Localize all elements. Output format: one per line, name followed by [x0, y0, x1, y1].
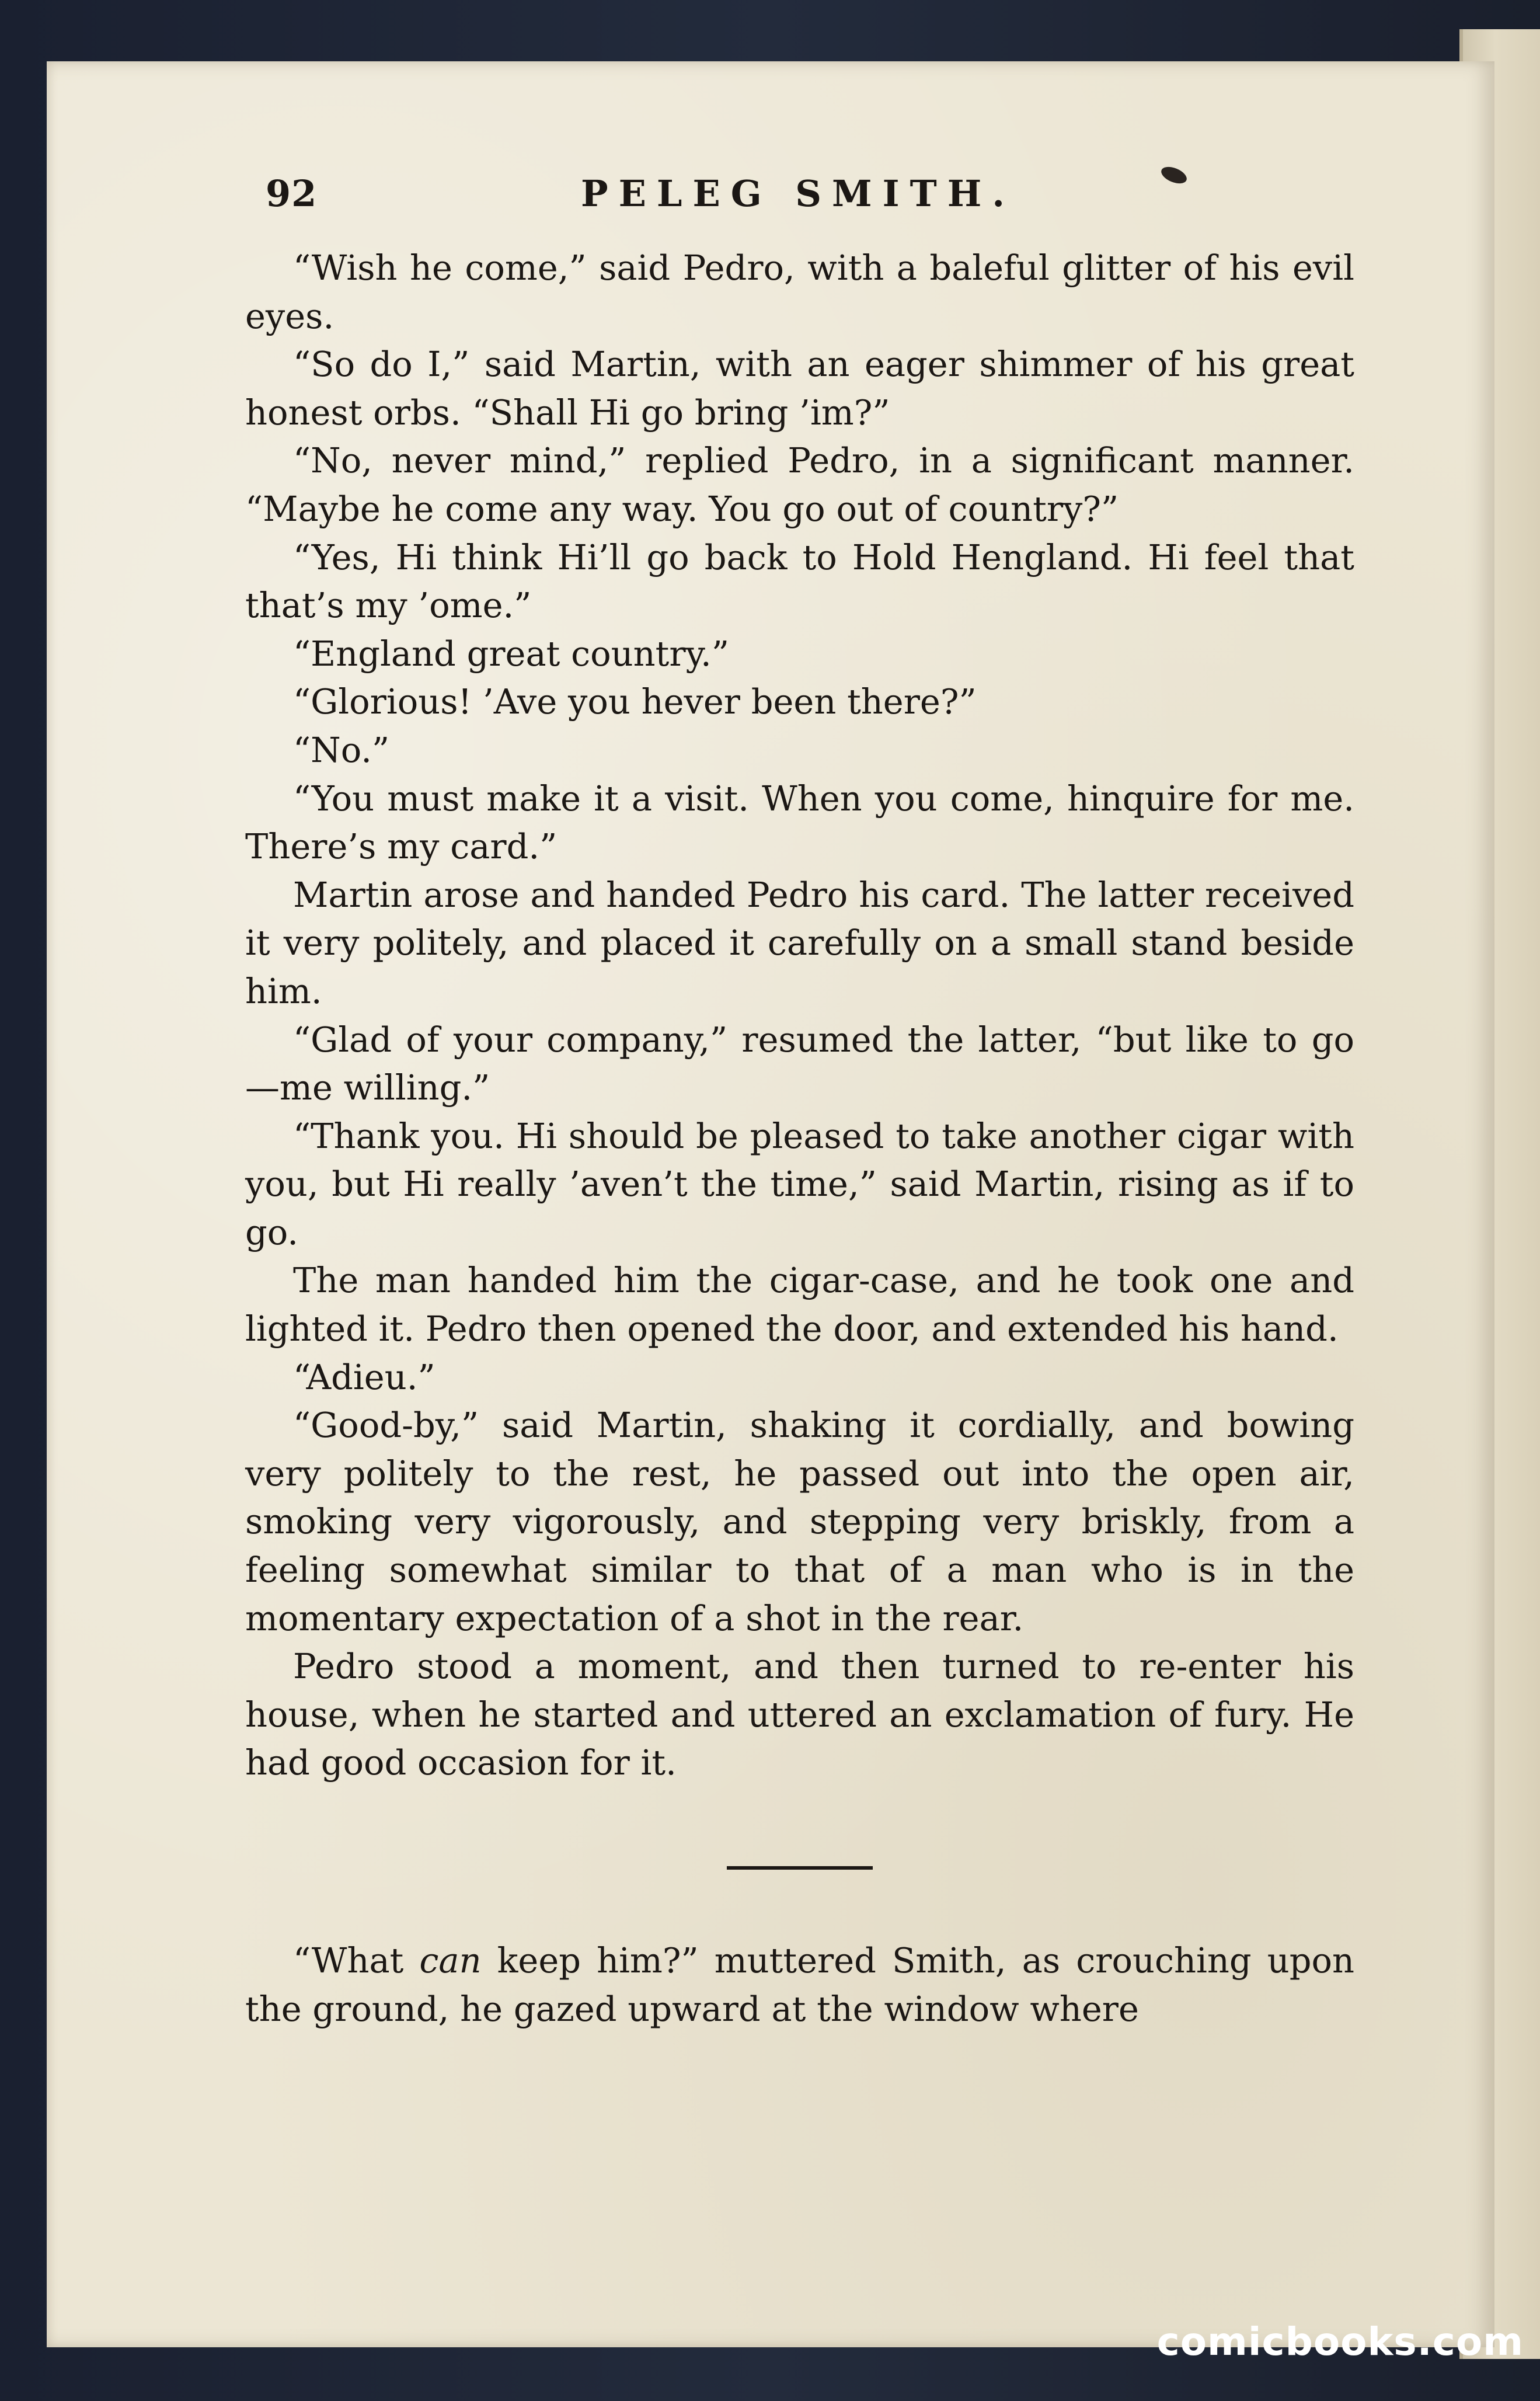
paragraph: Martin arose and handed Pedro his card. The latter received it very politely, and placed it carefully on a small stand beside him.: [245, 874, 1354, 1011]
section-divider: [727, 1866, 873, 1870]
paragraph: “Glad of your company,” resumed the latter, “but like to go—me willing.”: [245, 1019, 1354, 1108]
text-run: “What: [293, 1940, 420, 1981]
paragraph: “Yes, Hi think Hi’ll go back to Hold Hengland. Hi feel that that’s my ’ome.”: [245, 537, 1354, 626]
text-run: keep him?” muttered Smith, as crouching upon the ground, he gazed upward at the window where: [245, 1940, 1354, 2029]
paragraph: “You must make it a visit. When you come, hinquire for me. There’s my card.”: [245, 778, 1354, 867]
paragraph: “Glorious! ’Ave you hever been there?”: [293, 681, 977, 722]
paragraph: Pedro stood a moment, and then turned to re-enter his house, when he started and uttered an exclamation of fury. He had good occasion for it.: [245, 1646, 1354, 1783]
running-head: [266, 172, 1369, 219]
emphasis-word: can: [419, 1940, 482, 1981]
paragraph: “No, never mind,” replied Pedro, in a significant manner. “Maybe he come any way. You go out of country?”: [245, 440, 1354, 529]
paragraph: “Adieu.”: [293, 1356, 435, 1397]
paragraph: “So do I,” said Martin, with an eager shimmer of his great honest orbs. “Shall Hi go bring ’im?”: [245, 344, 1354, 433]
paragraph: “Thank you. Hi should be pleased to take another cigar with you, but Hi really ’aven’t the time,” said Martin, rising as if to go.: [245, 1115, 1354, 1252]
running-title: PELEG SMITH.: [581, 172, 1015, 215]
paragraph: “Good-by,” said Martin, shaking it cordially, and bowing very politely to the rest, he passed out into the open air, smoking very vigorously, and stepping very briskly, from a feeling somewhat similar to that of a man who is in the momentary expectation of a shot in the rear.: [245, 1405, 1354, 1638]
paragraph-final: [245, 1937, 1354, 2033]
watermark: comicbooks.com: [1156, 2319, 1524, 2364]
page-number: 92: [266, 172, 318, 215]
paragraph: “England great country.”: [293, 633, 729, 674]
paragraph: “Wish he come,” said Pedro, with a baleful glitter of his evil eyes.: [245, 248, 1354, 336]
paragraph: “No.”: [293, 729, 390, 770]
body-text: [245, 244, 1354, 2033]
paragraph: The man handed him the cigar-case, and he took one and lighted it. Pedro then opened the door, and extended his hand.: [245, 1260, 1354, 1349]
